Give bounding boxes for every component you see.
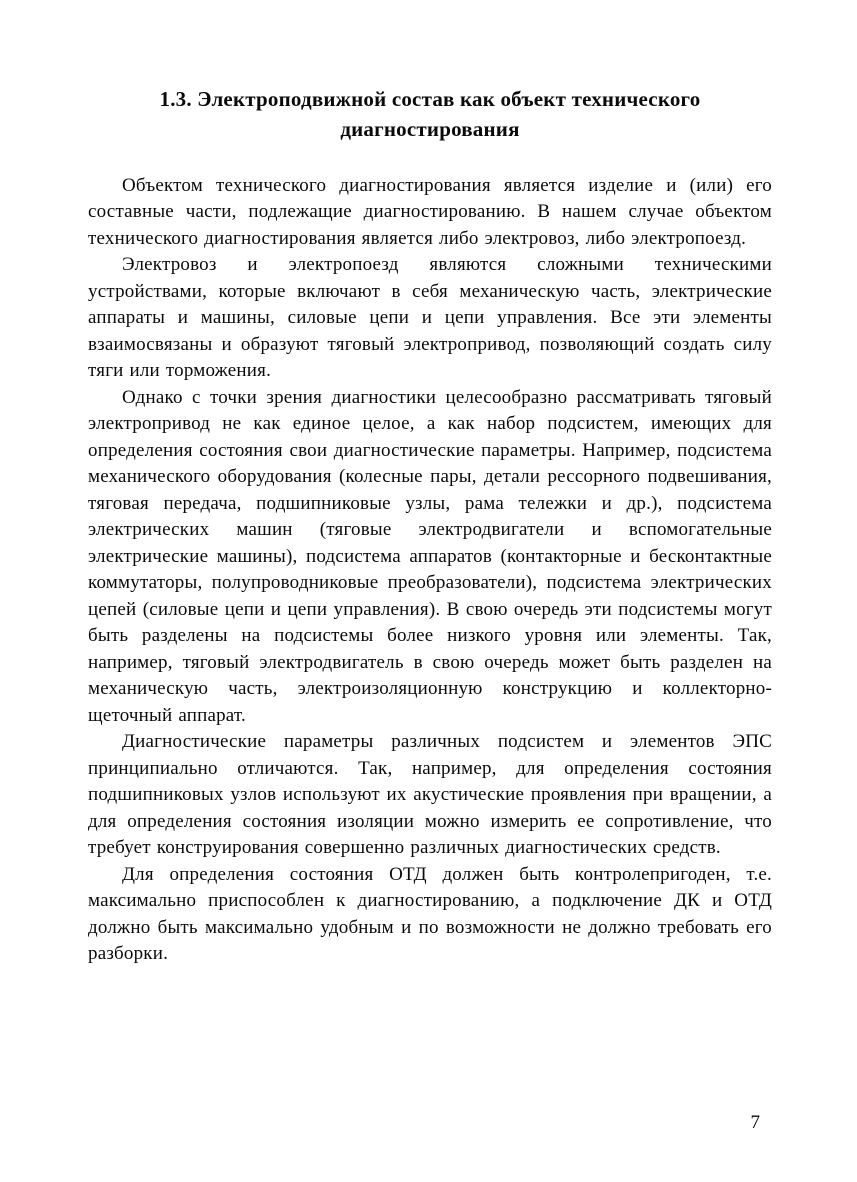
page-content — [88, 84, 772, 968]
section-heading: 1.3. Электроподвижной состав как объект технического диагностирования — [159, 87, 701, 142]
paragraph: Электровоз и электропоезд являются сложными техническими устройствами, которые включают в себя механическую часть, электрические аппараты и машины, силовые цепи и цепи управления. Все эти элементы взаимосвязаны и образуют тяговый электропривод, позволяющий создать силу тяги или торможения. — [88, 254, 772, 382]
body-text — [88, 173, 772, 968]
paragraph: Диагностические параметры различных подсистем и элементов ЭПС принципиально отличаются. Так, например, для определения состояния подшипниковых узлов используют их акустические проявления при вращении, а для определения состояния изоляции можно измерить ее сопротивление, что требует конструирования совершенно различных диагностических средств. — [88, 731, 772, 859]
page-number: 7 — [750, 1112, 760, 1133]
paragraph: Объектом технического диагностирования является изделие и (или) его составные части, подлежащие диагностированию. В нашем случае объектом технического диагностирования является либо электровоз, либо электропоезд. — [88, 174, 772, 249]
paragraph: Для определения состояния ОТД должен быть контролепригоден, т.е. максимально приспособлен к диагностированию, а подключение ДК и ОТД должно быть максимально удобным и по возможности не должно требовать его разборки. — [88, 863, 772, 965]
paragraph: Однако с точки зрения диагностики целесообразно рассматривать тяговый электропривод не как единое целое, а как набор подсистем, имеющих для определения состояния свои диагностические параметры. Например, подсистема механического оборудования (колесные пары, детали рессорного подвешивания, тяговая передача, подшипниковые узлы, рама тележки и др.), подсистема электрических машин (тяговые электродвигатели и вспомогательные электрические машины), подсистема аппаратов (контакторные и бесконтактные коммутаторы, полупроводниковые преобразователи), подсистема электрических цепей (силовые цепи и цепи управления). В свою очередь эти подсистемы могут быть разделены на подсистемы более низкого уровня или элементы. Так, например, тяговый электродвигатель в свою очередь может быть разделен на механическую часть, электроизоляционную конструкцию и коллекторно-щеточный аппарат. — [88, 386, 772, 726]
